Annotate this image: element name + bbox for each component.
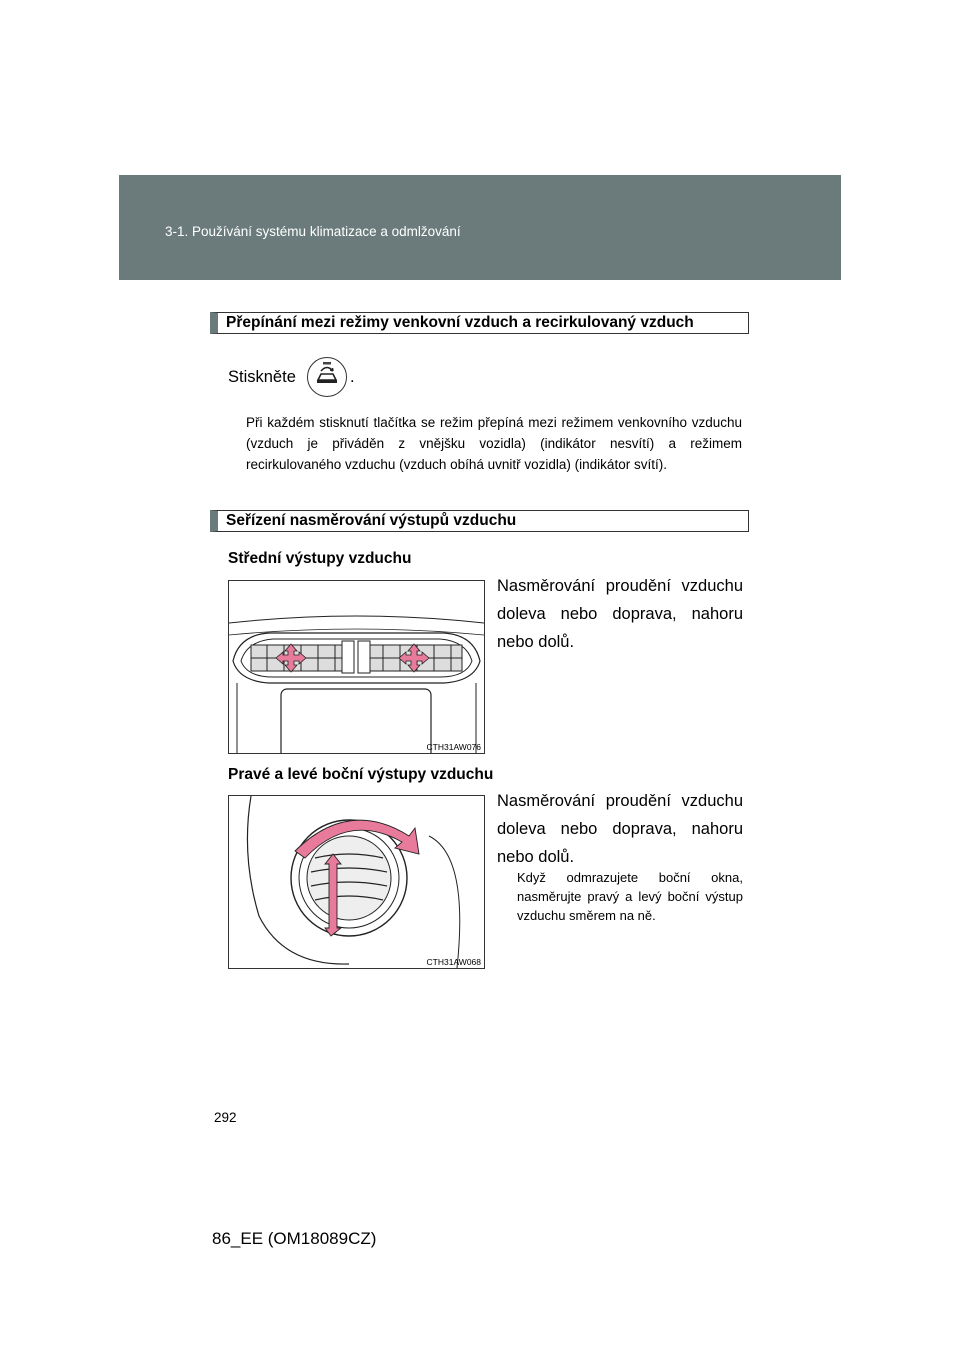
recirculation-button-icon (307, 357, 347, 397)
press-suffix: . (350, 368, 355, 386)
page-number: 292 (214, 1110, 237, 1125)
side-vents-figure (228, 795, 485, 969)
side-vents-title: Pravé a levé boční výstupy vzduchu (228, 766, 494, 783)
press-instruction: Stiskněte (228, 368, 296, 386)
section-heading-recirculation: Přepínání mezi režimy venkovní vzduch a recirkulovaný vzduch (210, 312, 749, 334)
figure-code: CTH31AW076 (426, 742, 481, 752)
center-vents-description: Nasměrování proudění vzduchu doleva nebo doprava, nahoru nebo dolů. (497, 577, 743, 651)
side-vents-note: Když odmrazujete boční okna, nasměrujte pravý a levý boční výstup vzduchu směrem na ně. (517, 870, 743, 923)
section-heading-vent-direction: Seřízení nasměrování výstupů vzduchu (210, 510, 749, 532)
center-vents-figure (228, 580, 485, 754)
side-vents-description: Nasměrování proudění vzduchu doleva nebo doprava, nahoru nebo dolů. (497, 792, 743, 866)
recirculation-description: Při každém stisknutí tlačítka se režim přepíná mezi režimem venkovního vzduchu (vzduch je přiváděn z vnějšku vozidla) (indikátor nesvítí) a režimem recirkulovaného vzduchu (vzduch obíhá uvnitř vozidla) (indikátor svítí). (246, 415, 742, 472)
center-vents-title: Střední výstupy vzduchu (228, 550, 412, 567)
document-code: 86_EE (OM18089CZ) (212, 1229, 377, 1248)
figure-code: CTH31AW068 (426, 957, 481, 967)
breadcrumb: 3-1. Používání systému klimatizace a odmlžování (165, 224, 461, 239)
